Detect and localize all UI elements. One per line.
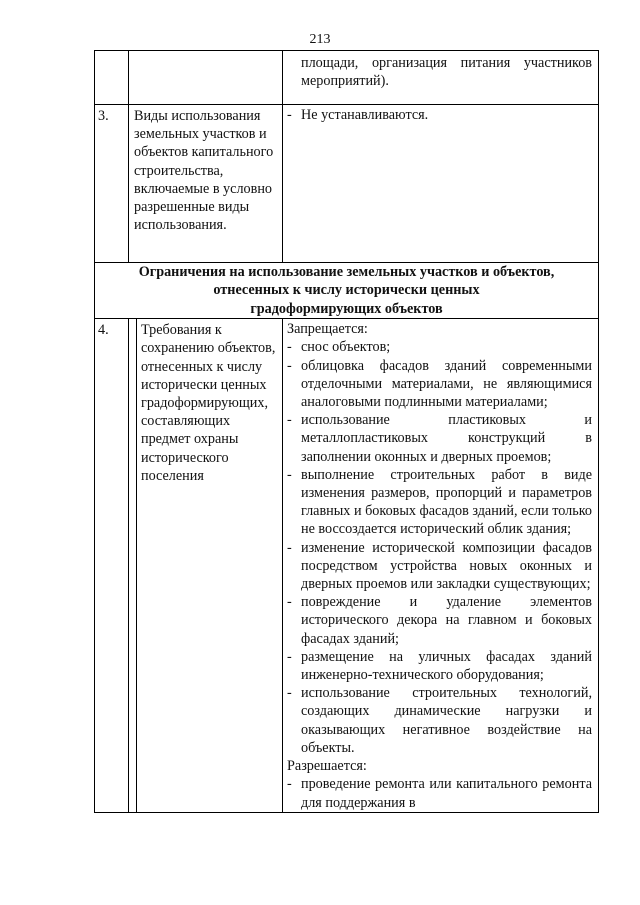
row-content bbox=[283, 105, 599, 263]
dash-marker: - bbox=[287, 339, 292, 356]
dash-marker: - bbox=[287, 776, 292, 793]
dash-marker: - bbox=[287, 412, 292, 429]
row-label: Виды использования земельных участков и объектов капитального строительства, включаемые в условно разрешенные виды использования. bbox=[129, 105, 283, 263]
section-header-line-3: градоформирующих объектов bbox=[250, 300, 443, 317]
prohibited-heading: Запрещается: bbox=[287, 321, 368, 338]
list-item-text: повреждение и удаление элементов исторического декора на главном и боковых фасадах зданий; bbox=[301, 594, 592, 647]
dash-marker: - bbox=[287, 594, 292, 611]
dash-marker: - bbox=[287, 466, 292, 483]
list-item-text: изменение исторической композиции фасадов посредством устройства новых оконных и дверных проемов или закладки существующих; bbox=[301, 539, 592, 593]
continuation-line-1: площади, организация питания участников bbox=[301, 55, 592, 71]
cell-continuation bbox=[283, 51, 599, 105]
table-row-3 bbox=[95, 105, 599, 263]
row-label: Требования к сохранению объектов, отнесенных к числу исторически ценных градоформирующих, составляющих предмет охраны исторического поселения bbox=[137, 319, 283, 812]
list-item bbox=[287, 106, 592, 124]
continuation-line-2: мероприятий). bbox=[301, 73, 389, 90]
page-number: 213 bbox=[309, 32, 331, 47]
section-header-line-2: отнесенных к числу исторически ценных bbox=[213, 282, 480, 299]
cell-spacer bbox=[129, 319, 137, 812]
allowed-heading: Разрешается: bbox=[287, 758, 367, 775]
table-row-continuation bbox=[95, 51, 599, 105]
list-item-text: Не устанавливаются. bbox=[301, 107, 429, 123]
list-item-text: снос объектов; bbox=[301, 339, 391, 356]
cell-label-empty bbox=[129, 51, 283, 105]
dash-marker: - bbox=[287, 685, 292, 702]
list-item bbox=[287, 648, 592, 684]
list-item-text: облицовка фасадов зданий современными отделочными материалами, не являющимися аналоговыми подлинными материалами; bbox=[301, 357, 592, 411]
list-item bbox=[287, 539, 592, 594]
list-item-text: выполнение строительных работ в виде изменения размеров, пропорций и параметров главных и боковых фасадов зданий, если только не воссоздается исторический облик здания; bbox=[301, 466, 592, 538]
list-item bbox=[287, 593, 592, 648]
section-header-row bbox=[95, 263, 599, 319]
cell-num-empty bbox=[95, 51, 129, 105]
row-content bbox=[283, 319, 599, 812]
list-item-text: использование пластиковых и металлопластиковых конструкций в заполнении оконных и дверных проемов; bbox=[301, 412, 592, 465]
dash-marker: - bbox=[287, 648, 292, 665]
list-item-text: размещение на уличных фасадах зданий инженерно-технического оборудования; bbox=[301, 648, 592, 684]
list-item bbox=[287, 775, 592, 811]
list-item bbox=[287, 338, 592, 356]
list-item bbox=[287, 357, 592, 412]
table-row-4 bbox=[95, 319, 599, 812]
row-number: 3. bbox=[95, 105, 129, 263]
row-number: 4. bbox=[95, 319, 129, 812]
list-item-text: использование строительных технологий, создающих динамические нагрузки и оказывающих негативное воздействие на объекты. bbox=[301, 685, 592, 756]
dash-marker: - bbox=[287, 357, 292, 374]
dash-marker: - bbox=[287, 539, 292, 556]
list-item bbox=[287, 466, 592, 539]
section-header-line-1: Ограничения на использование земельных участков и объектов, bbox=[138, 264, 555, 280]
list-item-text: проведение ремонта или капитального ремонта для поддержания в bbox=[301, 776, 592, 811]
regulations-table bbox=[94, 50, 599, 813]
dash-marker: - bbox=[287, 107, 292, 123]
list-item bbox=[287, 684, 592, 757]
section-header bbox=[95, 263, 599, 319]
list-item bbox=[287, 411, 592, 466]
